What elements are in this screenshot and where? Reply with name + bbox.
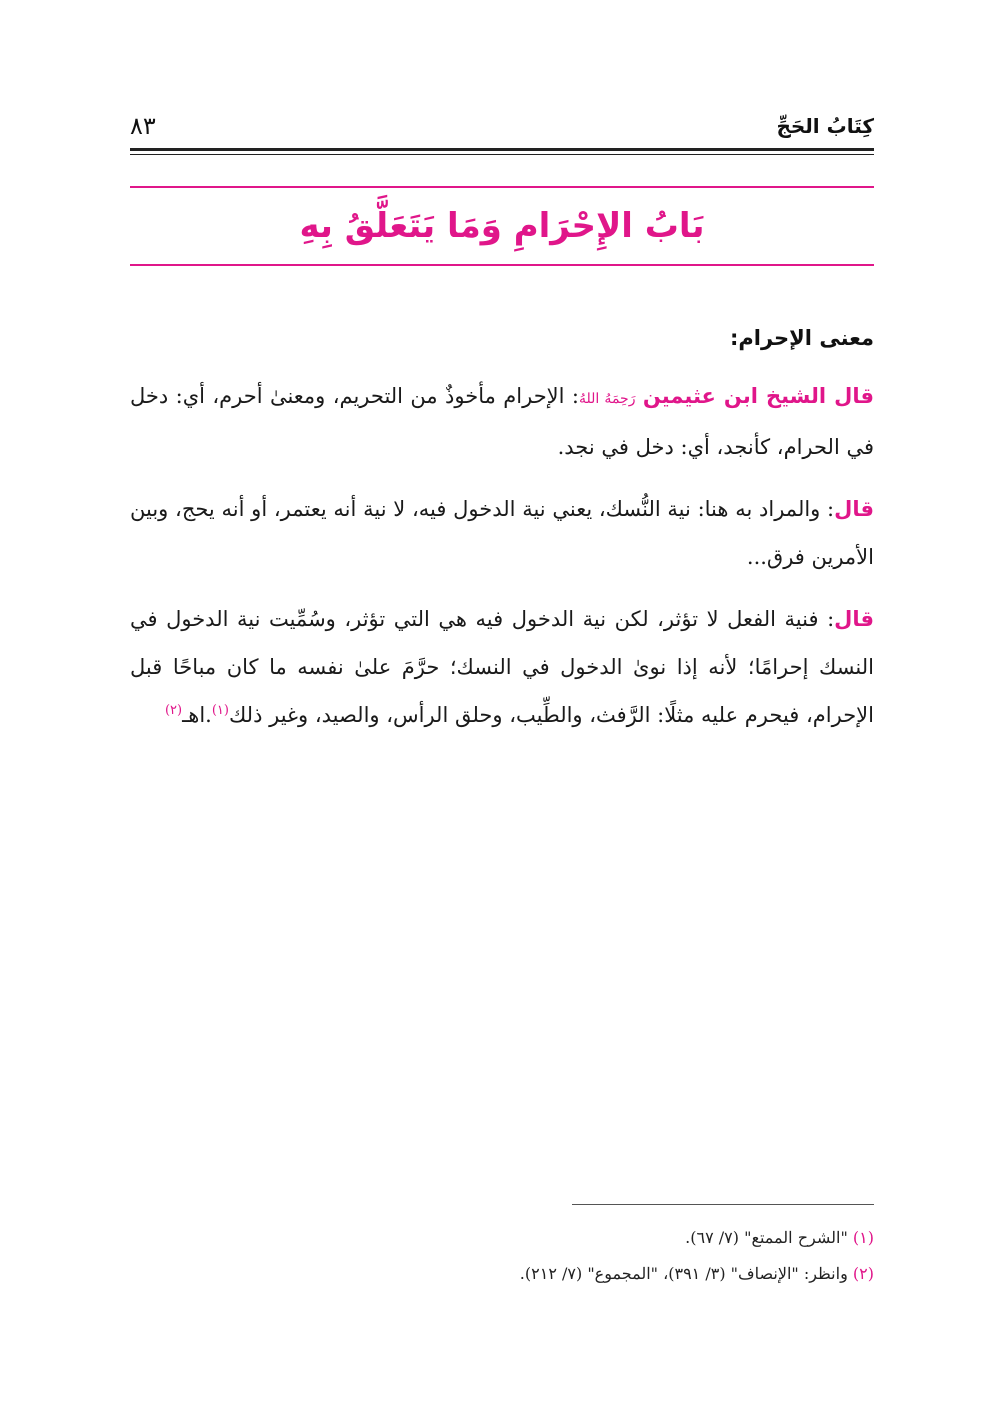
footnote-number: (٢) <box>852 1264 874 1283</box>
footnote-1 <box>130 1220 874 1256</box>
speaker-label: قال الشيخ ابن عثيمين <box>642 384 874 408</box>
chapter-title: بَابُ الإِحْرَامِ وَمَا يَتَعَلَّقُ بِهِ <box>299 206 705 246</box>
paragraph-text: : والمراد به هنا: نية النُّسك، يعني نية الدخول فيه، لا نية أنه يعتمر، أو أنه يحج، وبين الأمرين فرق... <box>130 497 874 569</box>
paragraph-tail: .اهـ <box>182 703 212 727</box>
book-title: كِتَابُ الحَجِّ <box>776 114 874 138</box>
footnotes <box>130 1220 874 1292</box>
footnote-number: (١) <box>852 1228 874 1247</box>
section-heading: معنى الإحرام: <box>729 326 874 350</box>
body-text <box>130 318 874 753</box>
paragraph-3 <box>130 595 874 739</box>
page-number: ٨٣ <box>130 112 156 140</box>
honorific-glyph: رَحِمَهُ اللهُ <box>578 391 636 407</box>
speaker-label: قال <box>834 497 874 521</box>
speaker-label: قال <box>834 607 874 631</box>
running-header <box>130 110 874 146</box>
paragraph-text: : فنية الفعل لا تؤثر، لكن نية الدخول فيه هي التي تؤثر، وسُمِّيت نية الدخول في النسك إحرامًا؛ لأنه إذا نوىٰ الدخول في النسك؛ حرَّمَ علىٰ نفسه ما كان مباحًا قبل الإحرام، فيحرم عليه مثلًا: الرَّفث، والطِّيب، وحلق الرأس، والصيد، وغير ذلك <box>130 607 874 727</box>
paragraph-2 <box>130 485 874 581</box>
footnote-ref-2[interactable]: (٢) <box>164 703 183 718</box>
paragraph-text: : الإحرام مأخوذٌ من التحريم، ومعنىٰ أحرم، أي: دخل في الحرام، كأنجد، أي: دخل في نجد. <box>130 384 874 459</box>
footnote-ref-1[interactable]: (١) <box>211 703 229 718</box>
header-rule-thin <box>130 154 874 155</box>
chapter-rule-top <box>130 186 874 188</box>
paragraph-1 <box>130 372 874 471</box>
footnote-text: وانظر: "الإنصاف" (٣/ ٣٩١)، "المجموع" (٧/ ٢١٢). <box>519 1264 848 1283</box>
footnote-rule <box>572 1204 874 1205</box>
footnote-text: "الشرح الممتع" (٧/ ٦٧). <box>685 1228 848 1247</box>
chapter-rule-bottom <box>130 264 874 266</box>
footnote-2 <box>130 1256 874 1292</box>
header-rule-thick <box>130 148 874 151</box>
